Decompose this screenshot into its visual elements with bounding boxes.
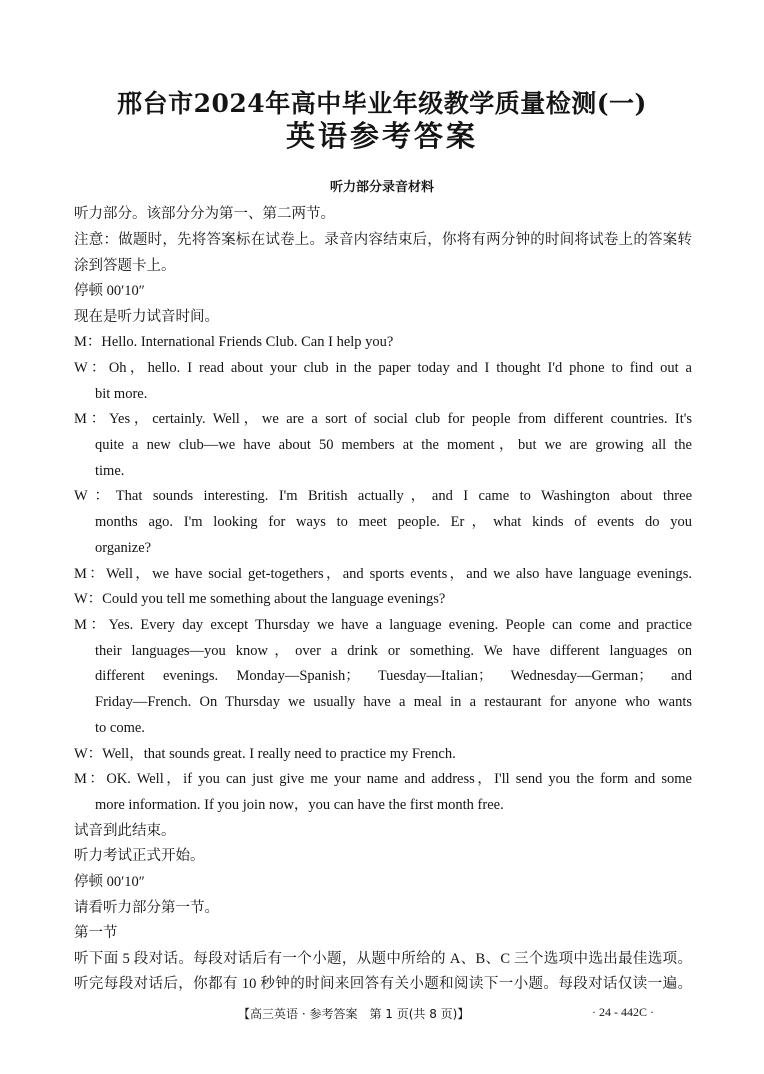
dialogue-line: W：Well，that sounds great. I really need to practice my French. <box>74 746 456 762</box>
text-line: 请看听力部分第一节。 <box>74 900 219 916</box>
dialogue-line: Friday—French. On Thursday we usually have a meal in a restaurant for anyone who wants <box>95 694 692 710</box>
section-heading: 听力部分录音材料 <box>329 180 434 195</box>
dialogue-line: months ago. I'm looking for ways to meet people. Er，what kinds of events do you <box>95 514 692 530</box>
dialogue-line: M：Hello. International Friends Club. Can I help you? <box>74 334 394 350</box>
dialogue-line: M：Yes. Every day except Thursday we have a language evening. People can come and practice <box>74 617 692 633</box>
dialogue-line: to come. <box>95 720 145 736</box>
document-subtitle: 英语参考答案 <box>285 119 478 153</box>
dialogue-line: time. <box>95 463 125 479</box>
dialogue-line: M：Yes，certainly. Well，we are a sort of social club for people from different countries. It's <box>74 411 692 427</box>
text-line: 停顿 00′10″ <box>74 874 145 890</box>
text-line: 听完每段对话后，你都有 10 秒钟的时间来回答有关小题和阅读下一小题。每段对话仅读一遍。 <box>74 976 692 992</box>
dialogue-line: M：OK. Well，if you can just give me your name and address，I'll send you the form and some <box>74 771 692 787</box>
text-line: 现在是听力试音时间。 <box>74 309 219 325</box>
page-footer-code: · 24 - 442C · <box>592 1005 654 1019</box>
dialogue-line: bit more. <box>95 386 148 402</box>
text-line: 注意：做题时，先将答案标在试卷上。录音内容结束后，你将有两分钟的时间将试卷上的答案转 <box>74 232 692 248</box>
dialogue-line: M：Well，we have social get-togethers，and sports events，and we also have language evenings. <box>74 566 692 582</box>
text-line: 涂到答题卡上。 <box>74 258 176 274</box>
dialogue-line: their languages—you know，over a drink or something. We have different languages on <box>95 643 692 659</box>
dialogue-line: quite a new club—we have about 50 members at the moment，but we are growing all the <box>95 437 692 453</box>
text-line: 试音到此结束。 <box>74 823 176 839</box>
text-line: 听力考试正式开始。 <box>74 848 205 864</box>
text-line: 听力部分。该部分分为第一、第二两节。 <box>74 206 335 222</box>
document-title: 邢台市2024年高中毕业年级教学质量检测(一) <box>117 89 647 118</box>
text-line: 听下面 5 段对话。每段对话后有一个小题，从题中所给的 A、B、C 三个选项中选出最佳选项。 <box>74 951 692 967</box>
dialogue-line: W：That sounds interesting. I'm British actually，and I came to Washington about three <box>74 488 692 504</box>
dialogue-line: more information. If you join now，you can have the first month free. <box>95 797 504 813</box>
dialogue-line: different evenings. Monday—Spanish； Tuesday—Italian； Wednesday—German； and <box>95 668 692 684</box>
dialogue-line: W：Oh，hello. I read about your club in the paper today and I thought I'd phone to find out a <box>74 360 692 376</box>
text-line: 第一节 <box>74 925 118 941</box>
page-footer-label: 【高三英语 · 参考答案 第 1 页(共 8 页)】 <box>238 1007 470 1021</box>
dialogue-line: W：Could you tell me something about the language evenings? <box>74 591 446 607</box>
dialogue-line: organize? <box>95 540 152 556</box>
text-line: 停顿 00′10″ <box>74 283 145 299</box>
